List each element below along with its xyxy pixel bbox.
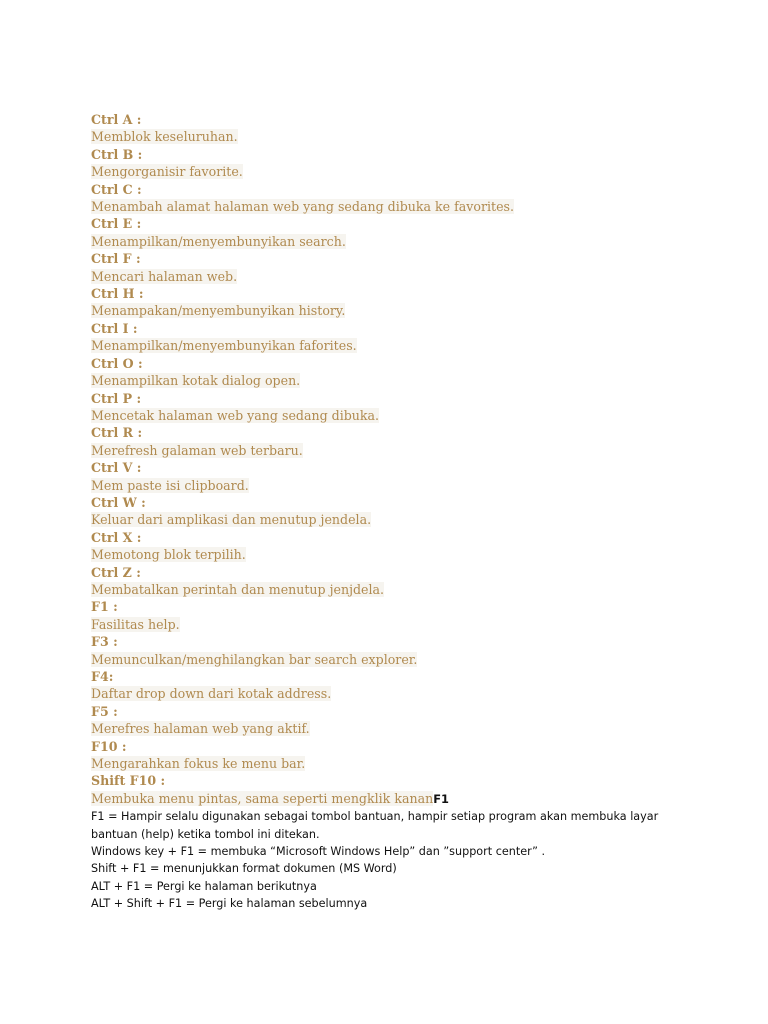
shortcut-key-ctrl-e: Ctrl E :	[91, 216, 142, 232]
shortcut-desc-text: Mencari halaman web.	[91, 268, 238, 284]
shortcut-desc-shift-f10	[91, 790, 691, 808]
shortcut-desc-text: Menampilkan/menyembunyikan search.	[91, 233, 346, 249]
shortcut-desc-ctrl-x	[91, 546, 691, 563]
note-line: Windows key + F1 = membuka “Microsoft Windows Help” dan ”support center” .	[91, 845, 546, 859]
shortcut-desc-ctrl-i	[91, 337, 691, 354]
shortcut-list	[91, 111, 691, 808]
shortcut-desc-ctrl-z	[91, 581, 691, 598]
shortcut-key-f5: F5 :	[91, 703, 118, 719]
shortcut-desc-text: Memotong blok terpilih.	[91, 547, 246, 563]
shortcut-key-ctrl-r: Ctrl R :	[91, 425, 143, 441]
shortcut-key-ctrl-x: Ctrl X :	[91, 529, 142, 545]
shortcut-key-ctrl-b: Ctrl B :	[91, 146, 143, 162]
shortcut-desc-f3	[91, 651, 691, 668]
shortcut-key-ctrl-a: Ctrl A :	[91, 112, 142, 127]
shortcut-desc-ctrl-f	[91, 268, 691, 285]
shortcut-key-ctrl-i: Ctrl I :	[91, 320, 138, 336]
shortcut-desc-text: Mengarahkan fokus ke menu bar.	[91, 756, 306, 772]
shortcut-desc-ctrl-b	[91, 163, 691, 180]
shortcut-desc-text: Mengorganisir favorite.	[91, 164, 243, 180]
shortcut-key-f1: F1 :	[91, 599, 118, 615]
shortcut-desc-text: Menambah alamat halaman web yang sedang dibuka ke favorites.	[91, 199, 515, 215]
shortcut-desc-text: Memunculkan/menghilangkan bar search explorer.	[91, 651, 418, 667]
shortcut-desc-f10	[91, 755, 691, 772]
shortcut-key-ctrl-p: Ctrl P :	[91, 390, 142, 406]
shortcut-desc-f1	[91, 616, 691, 633]
shortcut-key-shift-f10: Shift F10 :	[91, 773, 166, 789]
shortcut-desc-text: Merefres halaman web yang aktif.	[91, 721, 310, 737]
shortcut-desc-ctrl-w	[91, 511, 691, 528]
shortcut-key-f4: F4:	[91, 669, 114, 684]
note-line: ALT + F1 = Pergi ke halaman berikutnya	[91, 879, 317, 893]
shortcut-desc-text: Merefresh galaman web terbaru.	[91, 442, 303, 458]
shortcut-desc-text: Membuka menu pintas, sama seperti mengklik kanan	[91, 790, 434, 806]
shortcut-key-ctrl-o: Ctrl O :	[91, 355, 143, 371]
shortcut-key-ctrl-h: Ctrl H :	[91, 286, 144, 302]
shortcut-desc-ctrl-h	[91, 302, 691, 319]
shortcut-desc-f5	[91, 720, 691, 737]
shortcut-desc-text: Membatalkan perintah dan menutup jenjdela.	[91, 581, 385, 597]
shortcut-desc-text: Mencetak halaman web yang sedang dibuka.	[91, 407, 380, 423]
shortcut-desc-text: Keluar dari amplikasi dan menutup jendela.	[91, 512, 372, 528]
shortcut-desc-ctrl-a	[91, 128, 691, 145]
shortcut-key-ctrl-c: Ctrl C :	[91, 181, 142, 197]
shortcut-key-f3: F3 :	[91, 634, 118, 650]
shortcut-desc-text: Menampilkan kotak dialog open.	[91, 373, 301, 389]
shortcut-desc-text: Fasilitas help.	[91, 616, 180, 632]
note-line: Shift + F1 = menunjukkan format dokumen (MS Word)	[91, 862, 397, 876]
shortcut-key-ctrl-w: Ctrl W :	[91, 494, 146, 510]
shortcut-desc-ctrl-p	[91, 407, 691, 424]
shortcut-desc-text: Daftar drop down dari kotak address.	[91, 686, 332, 702]
shortcut-key-ctrl-v: Ctrl V :	[91, 460, 142, 476]
shortcut-key-ctrl-f: Ctrl F :	[91, 251, 141, 267]
shortcut-desc-ctrl-o	[91, 372, 691, 389]
shortcut-desc-ctrl-r	[91, 442, 691, 459]
shortcut-key-ctrl-z: Ctrl Z :	[91, 564, 141, 580]
note-line: ALT + Shift + F1 = Pergi ke halaman sebelumnya	[91, 897, 368, 911]
shortcut-desc-ctrl-e	[91, 233, 691, 250]
f1-heading: F1	[433, 791, 449, 806]
shortcut-desc-ctrl-c	[91, 198, 691, 215]
f1-notes	[91, 808, 691, 912]
note-line: F1 = Hampir selalu digunakan sebagai tombol bantuan, hampir setiap program akan membuka layar bantuan (help) ketika tombol ini ditekan.	[91, 810, 659, 841]
shortcut-desc-text: Mem paste isi clipboard.	[91, 477, 249, 493]
shortcut-desc-text: Menampakan/menyembunyikan history.	[91, 303, 346, 319]
shortcut-desc-text: Menampilkan/menyembunyikan faforites.	[91, 338, 357, 354]
document-page	[91, 111, 691, 913]
shortcut-desc-f4	[91, 685, 691, 702]
shortcut-desc-ctrl-v	[91, 477, 691, 494]
shortcut-desc-text: Memblok keseluruhan.	[91, 129, 238, 145]
shortcut-key-f10: F10 :	[91, 738, 127, 754]
